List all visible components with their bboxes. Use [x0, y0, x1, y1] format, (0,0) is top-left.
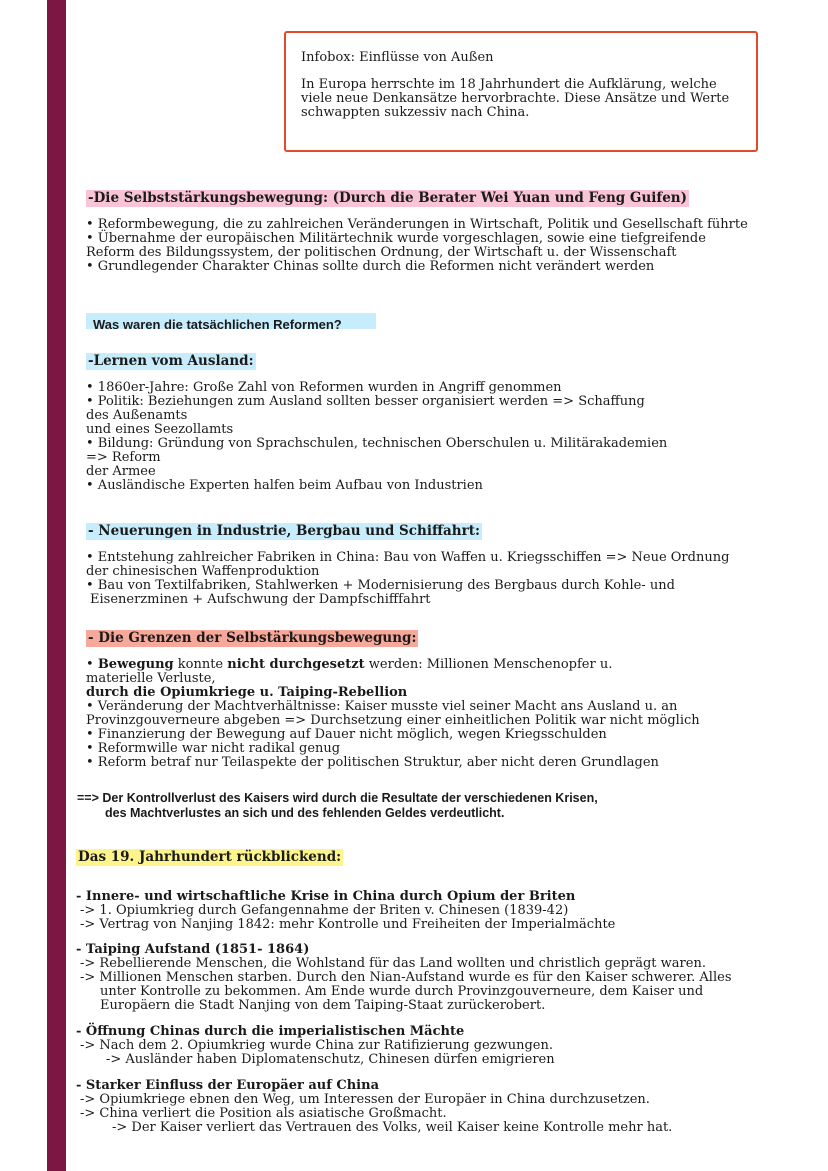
review-item — [76, 890, 818, 932]
question-heading — [86, 313, 376, 329]
infobox-body — [301, 78, 742, 120]
text-line: des Außenamts — [86, 408, 188, 423]
section-lernen — [86, 353, 818, 493]
review-item — [76, 1079, 818, 1135]
infobox-line: In Europa herrschte im 18 Jahrhundert die Aufklärung, welche — [301, 77, 717, 92]
text-line: • Reform betraf nur Teilaspekte der politischen Struktur, aber nicht deren Grundlagen — [86, 755, 659, 770]
infobox-line: viele neue Denkansätze hervorbrachte. Diese Ansätze und Werte — [301, 91, 730, 106]
text-line: und eines Seezollamts — [86, 422, 234, 437]
text-line: -> China verliert die Position als asiatische Großmacht. — [80, 1106, 447, 1121]
text-line: -> Nach dem 2. Opiumkrieg wurde China zur Ratifizierung gezwungen. — [80, 1038, 553, 1053]
text-line: unter Kontrolle zu bekommen. Am Ende wurde durch Provinzgouverneure, dem Kaiser und — [100, 984, 704, 999]
text-line: • Übernahme der europäischen Militärtechnik wurde vorgeschlagen, sowie eine tiefgreifende — [86, 231, 706, 246]
text-fragment: konnte — [173, 657, 228, 672]
section-heading: -Lernen vom Ausland: — [88, 353, 254, 369]
text-line: • Bewegung konnte nicht durchgesetzt werden: Millionen Menschenopfer u. — [86, 657, 613, 672]
text-fragment: werden: Millionen Menschenopfer u. — [364, 657, 613, 672]
text-line: • Bildung: Gründung von Sprachschulen, technischen Oberschulen u. Militärakademien — [86, 436, 668, 451]
review-item-title: - Öffnung Chinas durch die imperialistischen Mächte — [76, 1024, 465, 1039]
section-grenzen — [86, 630, 818, 770]
text-line: -> Rebellierende Menschen, die Wohlstand für das Land wollten und christlich geprägt waren. — [80, 956, 706, 971]
text-line: • Entstehung zahlreicher Fabriken in China: Bau von Waffen u. Kriegsschiffen => Neue Ordnung — [86, 550, 730, 565]
infobox — [284, 31, 758, 152]
review-item — [76, 1025, 818, 1067]
text-line: -> Vertrag von Nanjing 1842: mehr Kontrolle und Freiheiten der Imperialmächte — [80, 917, 616, 932]
question-text: Was waren die tatsächlichen Reformen? — [93, 317, 342, 329]
text-line: der chinesischen Waffenproduktion — [86, 564, 320, 579]
text-line: -> 1. Opiumkrieg durch Gefangennahme der Briten v. Chinesen (1839-42) — [80, 903, 569, 918]
section-heading: - Die Grenzen der Selbstärkungsbewegung: — [88, 630, 417, 646]
text-line: Reform des Bildungssystem, der politischen Ordnung, der Wirtschaft u. der Wissenschaft — [86, 245, 677, 260]
text-line: Provinzgouverneure abgeben => Durchsetzung einer einheitlichen Politik war nicht möglich — [86, 713, 700, 728]
review-item-title: - Starker Einfluss der Europäer auf China — [76, 1078, 379, 1093]
text-line: • Reformwille war nicht radikal genug — [86, 741, 341, 756]
section-heading: -Die Selbststärkungsbewegung: (Durch die Berater Wei Yuan und Feng Guifen) — [88, 190, 687, 206]
text-line: • Reformbewegung, die zu zahlreichen Veränderungen in Wirtschaft, Politik und Gesellschaft führte — [86, 217, 748, 232]
text-line: -> Der Kaiser verliert das Vertrauen des Volks, weil Kaiser keine Kontrolle mehr hat. — [112, 1120, 673, 1135]
bold-text: nicht durchgesetzt — [227, 657, 365, 672]
conclusion-line: des Machtverlustes an sich und des fehlenden Geldes verdeutlicht. — [105, 806, 505, 820]
section-neuerungen — [86, 523, 818, 607]
conclusion — [77, 791, 598, 821]
text-line: • Bau von Textilfabriken, Stahlwerken + Modernisierung des Bergbaus durch Kohle- und — [86, 578, 675, 593]
margin-bar — [47, 0, 66, 1171]
infobox-title: Infobox: Einflüsse von Außen — [301, 50, 494, 65]
section-review — [76, 849, 818, 1135]
text-line: der Armee — [86, 464, 156, 479]
text-line: -> Millionen Menschen starben. Durch den Nian-Aufstand wurde es für den Kaiser schwerer. Alles — [80, 970, 732, 985]
text-line: materielle Verluste, — [86, 671, 216, 686]
text-line: durch die Opiumkriege u. Taiping-Rebellion — [86, 685, 408, 700]
text-line: Europäern die Stadt Nanjing von dem Taiping-Staat zurückerobert. — [100, 998, 546, 1013]
section-heading: - Neuerungen in Industrie, Bergbau und Schiffahrt: — [88, 523, 480, 539]
text-line: • Grundlegender Charakter Chinas sollte durch die Reformen nicht verändert werden — [86, 259, 655, 274]
bold-text: Bewegung — [97, 657, 174, 672]
conclusion-line: ==> Der Kontrollverlust des Kaisers wird durch die Resultate der verschiedenen Krisen, — [77, 791, 598, 805]
section-heading: Das 19. Jahrhundert rückblickend: — [78, 849, 342, 865]
review-item — [76, 943, 818, 1013]
infobox-line: schwappten sukzessiv nach China. — [301, 105, 530, 120]
text-line: • 1860er-Jahre: Große Zahl von Reformen wurden in Angriff genommen — [86, 380, 562, 395]
review-item-title: - Innere- und wirtschaftliche Krise in China durch Opium der Briten — [76, 889, 576, 904]
text-line: • Politik: Beziehungen zum Ausland sollten besser organisiert werden => Schaffung — [86, 394, 645, 409]
text-line: -> Ausländer haben Diplomatenschutz, Chinesen dürfen emigrieren — [106, 1052, 555, 1067]
text-line: -> Opiumkriege ebnen den Weg, um Interessen der Europäer in China durchzusetzen. — [80, 1092, 650, 1107]
review-item-title: - Taiping Aufstand (1851- 1864) — [76, 942, 310, 957]
text-line: • Ausländische Experten halfen beim Aufbau von Industrien — [86, 478, 483, 493]
section-selbststaerkung — [86, 190, 818, 274]
text-line: • Finanzierung der Bewegung auf Dauer nicht möglich, wegen Kriegsschulden — [86, 727, 607, 742]
text-line: • Veränderung der Machtverhältnisse: Kaiser musste viel seiner Macht ans Ausland u. an — [86, 699, 678, 714]
text-line: => Reform — [86, 450, 161, 465]
text-line: Eisenerzminen + Aufschwung der Dampfschifffahrt — [90, 592, 431, 607]
